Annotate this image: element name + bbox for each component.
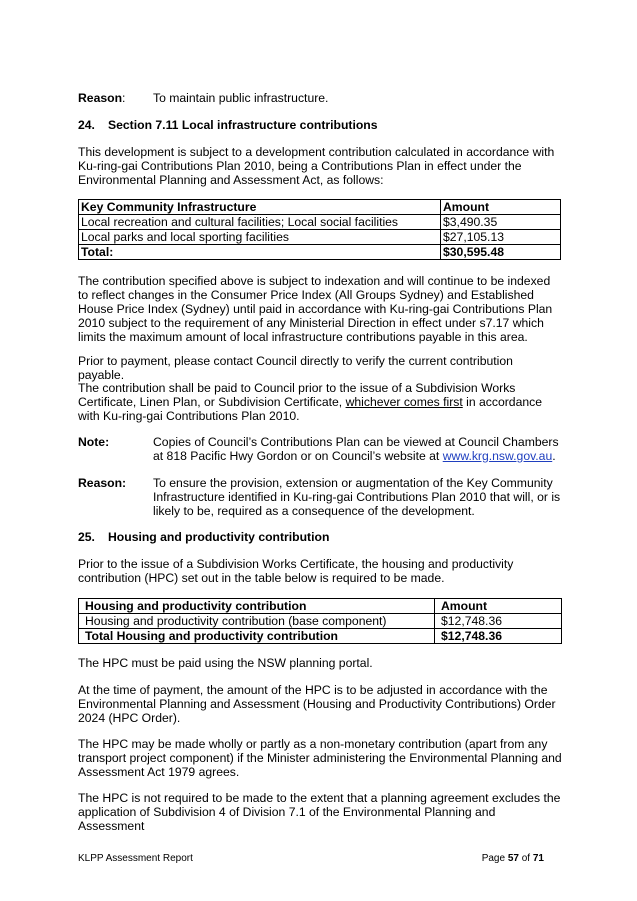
council-website-link[interactable]: www.krg.nsw.gov.au <box>442 449 553 463</box>
reason-text: To ensure the provision, extension or augmentation of the Key Community Infrastructure identified in Ku-ring-gai Contributions Plan 2010 that will, or is likely to be, required as a consequence of the development. <box>153 476 561 518</box>
reason-maintain-row <box>78 91 562 105</box>
table-total-value: $12,748.36 <box>435 629 562 644</box>
section-number: 25. <box>78 530 95 544</box>
reason-label: Reason: <box>78 476 127 490</box>
table-cell: $12,748.36 <box>435 614 562 629</box>
reason-text: To maintain public infrastructure. <box>153 91 329 105</box>
section-25-intro: Prior to the issue of a Subdivision Works Certificate, the housing and productivity contribution (HPC) set out in the table below is required to be made. <box>78 557 514 585</box>
page-footer <box>78 853 544 864</box>
hpc-adjustment-paragraph: At the time of payment, the amount of the HPC is to be adjusted in accordance with the Environmental Planning and Assessment (Housing and Productivity Contributions) Order 2024 (HPC Order). <box>78 683 556 725</box>
table-header-row <box>79 599 562 614</box>
table-cell: Local recreation and cultural facilities; Local social facilities <box>79 215 441 230</box>
table-cell: $3,490.35 <box>441 215 561 230</box>
underlined-phrase: whichever comes first <box>345 395 463 409</box>
hpc-portal-paragraph: The HPC must be paid using the NSW planning portal. <box>78 656 373 670</box>
indexation-paragraph: The contribution specified above is subject to indexation and will continue to be indexed to reflect changes in the Consumer Price Index (All Groups Sydney) and Established House Price Index (Sydney) until paid in accordance with Ku-ring-gai Contributions Plan 2010 subject to the requirement of any Ministerial Direction in effect under s7.17 which limits the maximum amount of local infrastructure contributions payable in this area. <box>78 274 553 344</box>
table-row <box>79 230 561 245</box>
table-total-row <box>79 245 561 260</box>
note-label: Note: <box>78 435 110 449</box>
note-text: Copies of Council’s Contributions Plan can be viewed at Council Chambers at 818 Pacific Hwy Gordon or on Council’s website at www.krg.nsw.gov.au. <box>153 435 559 463</box>
footer-page-number: Page 57 of 71 <box>481 853 544 864</box>
table-cell: Local parks and local sporting facilities <box>79 230 441 245</box>
table-total-label: Total Housing and productivity contribution <box>79 629 435 644</box>
table-total-row <box>79 629 562 644</box>
table-header-cell: Key Community Infrastructure <box>79 200 441 215</box>
table-total-label: Total: <box>79 245 441 260</box>
table-cell: Housing and productivity contribution (base component) <box>79 614 435 629</box>
section-25-heading <box>78 530 329 544</box>
footer-report-name: KLPP Assessment Report <box>78 853 193 864</box>
hpc-exclusion-paragraph: The HPC is not required to be made to the extent that a planning agreement excludes the application of Subdivision 4 of Division 7.1 of the Environmental Planning and Assessment <box>78 791 561 833</box>
note-row <box>78 435 562 463</box>
table-row <box>79 215 561 230</box>
section-title: Housing and productivity contribution <box>108 530 330 544</box>
reason-contribution-row <box>78 476 562 518</box>
table-header-row <box>79 200 561 215</box>
table-header-cell: Amount <box>435 599 562 614</box>
section-title: Section 7.11 Local infrastructure contributions <box>108 118 378 132</box>
table-row <box>79 614 562 629</box>
table-total-value: $30,595.48 <box>441 245 561 260</box>
payment-timing-paragraph: The contribution shall be paid to Council prior to the issue of a Subdivision Works Certificate, Linen Plan, or Subdivision Certificate, whichever comes first in accordance with Ku-ring-gai Contributions Plan 2010. <box>78 381 543 423</box>
table-header-cell: Amount <box>441 200 561 215</box>
table-cell: $27,105.13 <box>441 230 561 245</box>
reason-label: Reason: <box>78 91 126 105</box>
hpc-non-monetary-paragraph: The HPC may be made wholly or partly as a non-monetary contribution (apart from any transport project component) if the Minister administering the Environmental Planning and Assessment Act 1979 agrees. <box>78 737 562 779</box>
section-number: 24. <box>78 118 95 132</box>
housing-productivity-table <box>78 598 562 644</box>
section-24-intro: This development is subject to a development contribution calculated in accordance with Ku-ring-gai Contributions Plan 2010, being a Contributions Plan in effect under the Environmental Planning and Assessment Act, as follows: <box>78 145 555 187</box>
key-community-infrastructure-table <box>78 199 561 260</box>
section-24-heading <box>78 118 378 132</box>
table-header-cell: Housing and productivity contribution <box>79 599 435 614</box>
verify-paragraph: Prior to payment, please contact Council directly to verify the current contribution payable. <box>78 354 513 382</box>
